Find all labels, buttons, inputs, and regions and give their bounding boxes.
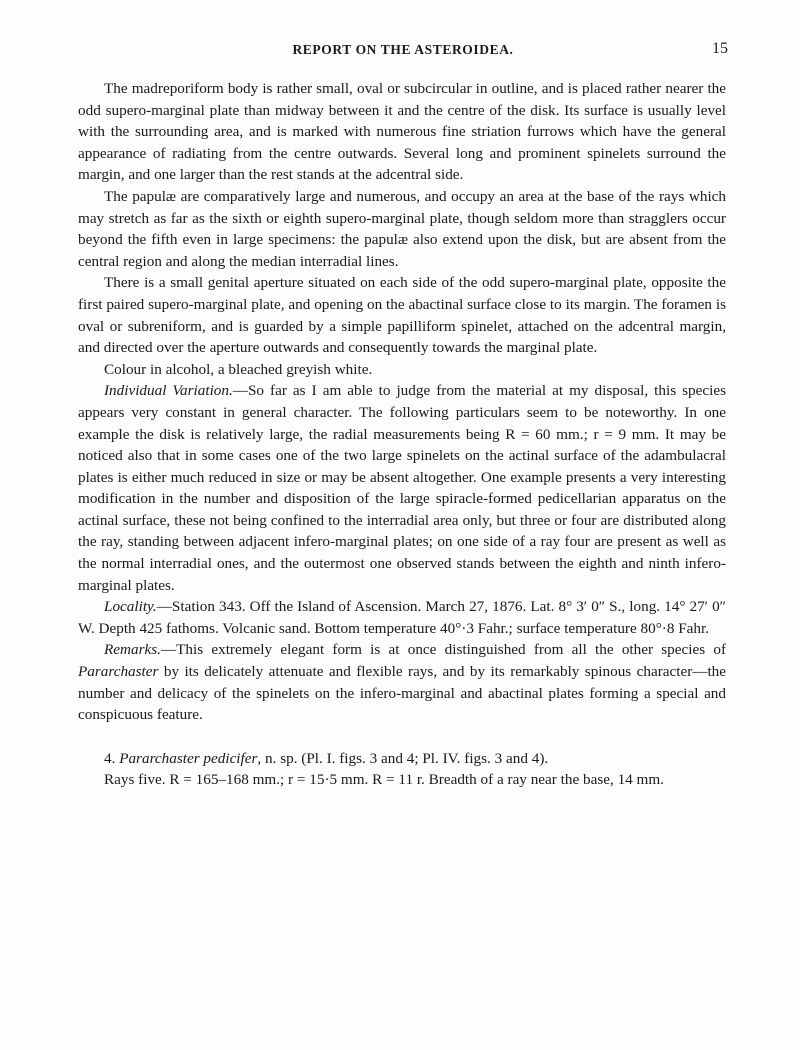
section-lead: Individual Variation. <box>104 382 233 400</box>
species-number: 4. <box>104 749 116 767</box>
section-lead: Locality. <box>104 598 157 616</box>
paragraph-madreporiform <box>78 78 726 186</box>
running-header <box>78 42 728 66</box>
paragraph-colour <box>78 359 726 381</box>
species-name: Pararchaster pedicifer <box>119 749 258 767</box>
paragraph-locality <box>78 596 726 639</box>
paragraph-text: The madreporiform body is rather small, oval or subcircular in outline, and is placed rather nearer the odd supero-marginal plate than midway between it and the centre of the disk. Its surface is usually level with the surrounding area, and is marked with numerous fine striation furrows which have the general appearance of radiating from the centre outwards. Several long and prominent spinelets surround the margin, and one larger than the rest stands at the adcentral side. <box>78 80 726 184</box>
running-title: REPORT ON THE ASTEROIDEA. <box>292 42 514 57</box>
species-heading <box>78 748 726 770</box>
paragraph-text: —So far as I am able to judge from the material at my disposal, this species appears very constant in general character. The following particulars seem to be noteworthy. In one example the disk is relatively large, the radial measurements being R = 60 mm.; r = 9 mm. It may be noticed also that in some cases one of the two large spinelets on the actinal surface of the adambulacral plates is either much reduced in size or may be absent altogether. One example presents a very interesting modification in the number and disposition of the large spiracle-formed pedicellarian apparatus on the actinal surface, these not being confined to the interradial area only, but three or four are distributed along the ray, standing between adjacent infero-marginal plates; on one side of a ray four are present as well as the normal interradial ones, and the outermost one observed stands between the eighth and ninth infero-marginal plates. <box>78 382 726 594</box>
paragraph-text: The papulæ are comparatively large and numerous, and occupy an area at the base of the rays which may stretch as far as the sixth or eighth supero-marginal plate, though seldom more than stragglers occur beyond the fifth even in large specimens: the papulæ also extend upon the disk, but are absent from the central region and along the median interradial lines. <box>78 187 726 270</box>
section-lead: Remarks. <box>104 641 161 659</box>
paragraph-text: —This extremely elegant form is at once distinguished from all the other species of <box>160 641 726 659</box>
section-spacer <box>78 726 726 748</box>
paragraph-remarks <box>78 639 726 725</box>
paragraph-text: by its delicately attenuate and flexible rays, and by its remarkably spinous character—the number and delicacy of the spinelets on the infero-marginal and abactinal plates forming a special and conspicuous feature. <box>78 663 726 724</box>
genus-name: Pararchaster <box>78 663 159 681</box>
paragraph-text: There is a small genital aperture situated on each side of the odd supero-marginal plate, opposite the first paired supero-marginal plate, and opening on the abactinal surface close to its margin. The foramen is oval or subreniform, and is guarded by a simple papilliform spinelet, attached on the adcentral margin, and directed over the aperture outwards and consequently towards the marginal plate. <box>78 274 726 357</box>
species-reference: , n. sp. (Pl. I. figs. 3 and 4; Pl. IV. figs. 3 and 4). <box>257 749 549 767</box>
paragraph-individual-variation <box>78 380 726 596</box>
paragraph-genital-aperture <box>78 272 726 358</box>
page-number: 15 <box>712 40 728 57</box>
paragraph-text: Rays five. R = 165–168 mm.; r = 15·5 mm. R = 11 r. Breadth of a ray near the base, 14 mm. <box>104 771 664 789</box>
paragraph-text: —Station 343. Off the Island of Ascension. March 27, 1876. Lat. 8° 3′ 0″ S., long. 14° 27′ 0″ W. Depth 425 fathoms. Volcanic sand. Bottom temperature 40°·3 Fahr.; surface temperature 80°·8 Fahr. <box>78 598 726 637</box>
species-description <box>78 769 726 791</box>
paragraph-papulae <box>78 186 726 272</box>
body-text <box>78 78 726 791</box>
paragraph-text: Colour in alcohol, a bleached greyish white. <box>104 360 373 378</box>
